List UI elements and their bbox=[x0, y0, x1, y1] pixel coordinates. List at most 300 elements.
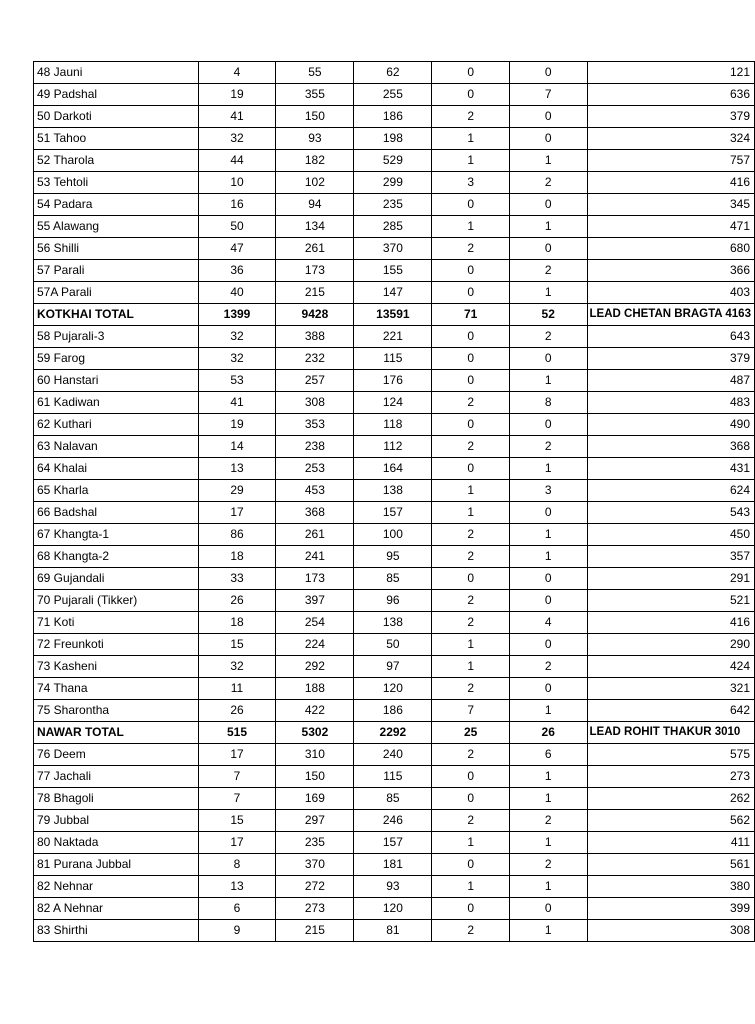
value-cell-1: 18 bbox=[198, 546, 276, 568]
table-row bbox=[34, 744, 755, 766]
total-cell: 357 bbox=[587, 546, 754, 568]
value-cell-3: 176 bbox=[354, 370, 432, 392]
total-row bbox=[34, 722, 755, 744]
value-cell-5: 0 bbox=[509, 62, 587, 84]
value-cell-5: 2 bbox=[509, 260, 587, 282]
value-cell-3: 96 bbox=[354, 590, 432, 612]
value-cell-3: 13591 bbox=[354, 304, 432, 326]
total-cell: 561 bbox=[587, 854, 754, 876]
value-cell-2: 182 bbox=[276, 150, 354, 172]
table-row bbox=[34, 216, 755, 238]
value-cell-3: 529 bbox=[354, 150, 432, 172]
table-row bbox=[34, 480, 755, 502]
value-cell-4: 2 bbox=[432, 590, 510, 612]
total-cell: 366 bbox=[587, 260, 754, 282]
total-cell: 487 bbox=[587, 370, 754, 392]
total-cell: 411 bbox=[587, 832, 754, 854]
value-cell-1: 7 bbox=[198, 788, 276, 810]
value-cell-2: 238 bbox=[276, 436, 354, 458]
value-cell-4: 1 bbox=[432, 480, 510, 502]
total-cell: 624 bbox=[587, 480, 754, 502]
value-cell-2: 93 bbox=[276, 128, 354, 150]
value-cell-1: 13 bbox=[198, 876, 276, 898]
value-cell-1: 32 bbox=[198, 326, 276, 348]
value-cell-5: 2 bbox=[509, 854, 587, 876]
booth-name-cell: 49 Padshal bbox=[34, 84, 199, 106]
value-cell-4: 1 bbox=[432, 502, 510, 524]
table-row bbox=[34, 172, 755, 194]
booth-name-cell: KOTKHAI TOTAL bbox=[34, 304, 199, 326]
value-cell-1: 53 bbox=[198, 370, 276, 392]
table-row bbox=[34, 282, 755, 304]
value-cell-1: 26 bbox=[198, 700, 276, 722]
table-row bbox=[34, 106, 755, 128]
booth-name-cell: 56 Shilli bbox=[34, 238, 199, 260]
value-cell-3: 97 bbox=[354, 656, 432, 678]
value-cell-5: 1 bbox=[509, 920, 587, 942]
table-row bbox=[34, 700, 755, 722]
value-cell-4: 1 bbox=[432, 876, 510, 898]
value-cell-5: 6 bbox=[509, 744, 587, 766]
value-cell-1: 15 bbox=[198, 634, 276, 656]
total-cell: 450 bbox=[587, 524, 754, 546]
value-cell-3: 115 bbox=[354, 348, 432, 370]
lead-cell: LEAD CHETAN BRAGTA 4163 bbox=[587, 304, 754, 326]
value-cell-1: 17 bbox=[198, 502, 276, 524]
value-cell-1: 10 bbox=[198, 172, 276, 194]
value-cell-2: 188 bbox=[276, 678, 354, 700]
value-cell-1: 29 bbox=[198, 480, 276, 502]
value-cell-3: 157 bbox=[354, 832, 432, 854]
value-cell-3: 112 bbox=[354, 436, 432, 458]
value-cell-1: 40 bbox=[198, 282, 276, 304]
booth-name-cell: 67 Khangta-1 bbox=[34, 524, 199, 546]
table-row bbox=[34, 458, 755, 480]
value-cell-3: 285 bbox=[354, 216, 432, 238]
total-cell: 368 bbox=[587, 436, 754, 458]
total-cell: 575 bbox=[587, 744, 754, 766]
total-cell: 121 bbox=[587, 62, 754, 84]
value-cell-5: 0 bbox=[509, 678, 587, 700]
value-cell-2: 273 bbox=[276, 898, 354, 920]
value-cell-4: 3 bbox=[432, 172, 510, 194]
booth-name-cell: 52 Tharola bbox=[34, 150, 199, 172]
value-cell-4: 1 bbox=[432, 656, 510, 678]
lead-cell: LEAD ROHIT THAKUR 3010 bbox=[587, 722, 754, 744]
value-cell-1: 36 bbox=[198, 260, 276, 282]
value-cell-3: 138 bbox=[354, 480, 432, 502]
value-cell-4: 25 bbox=[432, 722, 510, 744]
booth-name-cell: 63 Nalavan bbox=[34, 436, 199, 458]
table-row bbox=[34, 414, 755, 436]
value-cell-1: 13 bbox=[198, 458, 276, 480]
value-cell-2: 353 bbox=[276, 414, 354, 436]
value-cell-4: 0 bbox=[432, 348, 510, 370]
value-cell-3: 2292 bbox=[354, 722, 432, 744]
booth-name-cell: 79 Jubbal bbox=[34, 810, 199, 832]
table-row bbox=[34, 634, 755, 656]
value-cell-5: 1 bbox=[509, 788, 587, 810]
table-row bbox=[34, 810, 755, 832]
value-cell-2: 215 bbox=[276, 920, 354, 942]
value-cell-3: 100 bbox=[354, 524, 432, 546]
value-cell-2: 150 bbox=[276, 766, 354, 788]
value-cell-5: 0 bbox=[509, 414, 587, 436]
value-cell-2: 173 bbox=[276, 260, 354, 282]
booth-name-cell: 72 Freunkoti bbox=[34, 634, 199, 656]
table-row bbox=[34, 392, 755, 414]
booth-name-cell: NAWAR TOTAL bbox=[34, 722, 199, 744]
booth-name-cell: 80 Naktada bbox=[34, 832, 199, 854]
value-cell-2: 257 bbox=[276, 370, 354, 392]
value-cell-2: 292 bbox=[276, 656, 354, 678]
value-cell-3: 240 bbox=[354, 744, 432, 766]
value-cell-2: 261 bbox=[276, 524, 354, 546]
value-cell-3: 120 bbox=[354, 678, 432, 700]
table-row bbox=[34, 678, 755, 700]
value-cell-3: 138 bbox=[354, 612, 432, 634]
value-cell-4: 2 bbox=[432, 612, 510, 634]
total-cell: 291 bbox=[587, 568, 754, 590]
booth-name-cell: 51 Tahoo bbox=[34, 128, 199, 150]
results-table bbox=[33, 61, 755, 942]
total-cell: 757 bbox=[587, 150, 754, 172]
value-cell-2: 94 bbox=[276, 194, 354, 216]
total-cell: 399 bbox=[587, 898, 754, 920]
value-cell-3: 235 bbox=[354, 194, 432, 216]
table-row bbox=[34, 832, 755, 854]
value-cell-5: 3 bbox=[509, 480, 587, 502]
value-cell-2: 5302 bbox=[276, 722, 354, 744]
total-cell: 324 bbox=[587, 128, 754, 150]
value-cell-4: 0 bbox=[432, 788, 510, 810]
value-cell-2: 453 bbox=[276, 480, 354, 502]
value-cell-1: 26 bbox=[198, 590, 276, 612]
value-cell-2: 150 bbox=[276, 106, 354, 128]
value-cell-1: 14 bbox=[198, 436, 276, 458]
booth-name-cell: 59 Farog bbox=[34, 348, 199, 370]
value-cell-2: 232 bbox=[276, 348, 354, 370]
value-cell-5: 2 bbox=[509, 172, 587, 194]
value-cell-4: 2 bbox=[432, 744, 510, 766]
value-cell-4: 1 bbox=[432, 832, 510, 854]
value-cell-4: 0 bbox=[432, 414, 510, 436]
table-row bbox=[34, 194, 755, 216]
value-cell-4: 2 bbox=[432, 678, 510, 700]
value-cell-1: 19 bbox=[198, 84, 276, 106]
value-cell-5: 1 bbox=[509, 370, 587, 392]
value-cell-5: 0 bbox=[509, 194, 587, 216]
value-cell-2: 397 bbox=[276, 590, 354, 612]
total-cell: 543 bbox=[587, 502, 754, 524]
value-cell-1: 15 bbox=[198, 810, 276, 832]
value-cell-1: 1399 bbox=[198, 304, 276, 326]
value-cell-5: 0 bbox=[509, 238, 587, 260]
booth-name-cell: 75 Sharontha bbox=[34, 700, 199, 722]
table-row bbox=[34, 326, 755, 348]
table-body bbox=[34, 62, 755, 942]
value-cell-5: 0 bbox=[509, 898, 587, 920]
booth-name-cell: 69 Gujandali bbox=[34, 568, 199, 590]
booth-name-cell: 83 Shirthi bbox=[34, 920, 199, 942]
booth-name-cell: 48 Jauni bbox=[34, 62, 199, 84]
booth-name-cell: 58 Pujarali-3 bbox=[34, 326, 199, 348]
value-cell-3: 95 bbox=[354, 546, 432, 568]
value-cell-4: 2 bbox=[432, 810, 510, 832]
value-cell-5: 0 bbox=[509, 634, 587, 656]
value-cell-1: 7 bbox=[198, 766, 276, 788]
value-cell-3: 221 bbox=[354, 326, 432, 348]
value-cell-4: 0 bbox=[432, 282, 510, 304]
value-cell-1: 4 bbox=[198, 62, 276, 84]
table-row bbox=[34, 260, 755, 282]
value-cell-1: 11 bbox=[198, 678, 276, 700]
value-cell-4: 1 bbox=[432, 150, 510, 172]
booth-name-cell: 55 Alawang bbox=[34, 216, 199, 238]
value-cell-5: 2 bbox=[509, 326, 587, 348]
value-cell-3: 181 bbox=[354, 854, 432, 876]
value-cell-4: 2 bbox=[432, 524, 510, 546]
value-cell-1: 32 bbox=[198, 656, 276, 678]
value-cell-2: 355 bbox=[276, 84, 354, 106]
value-cell-5: 8 bbox=[509, 392, 587, 414]
value-cell-4: 2 bbox=[432, 436, 510, 458]
table-row bbox=[34, 524, 755, 546]
total-cell: 471 bbox=[587, 216, 754, 238]
value-cell-1: 32 bbox=[198, 128, 276, 150]
value-cell-5: 1 bbox=[509, 832, 587, 854]
total-cell: 262 bbox=[587, 788, 754, 810]
value-cell-2: 235 bbox=[276, 832, 354, 854]
value-cell-4: 1 bbox=[432, 128, 510, 150]
value-cell-3: 120 bbox=[354, 898, 432, 920]
table-row bbox=[34, 546, 755, 568]
value-cell-5: 0 bbox=[509, 128, 587, 150]
table-row bbox=[34, 436, 755, 458]
total-cell: 403 bbox=[587, 282, 754, 304]
booth-name-cell: 54 Padara bbox=[34, 194, 199, 216]
total-cell: 379 bbox=[587, 106, 754, 128]
value-cell-4: 0 bbox=[432, 62, 510, 84]
value-cell-5: 4 bbox=[509, 612, 587, 634]
value-cell-4: 0 bbox=[432, 326, 510, 348]
value-cell-5: 1 bbox=[509, 150, 587, 172]
value-cell-1: 17 bbox=[198, 832, 276, 854]
value-cell-3: 93 bbox=[354, 876, 432, 898]
value-cell-4: 0 bbox=[432, 898, 510, 920]
value-cell-5: 2 bbox=[509, 810, 587, 832]
booth-name-cell: 53 Tehtoli bbox=[34, 172, 199, 194]
value-cell-2: 388 bbox=[276, 326, 354, 348]
value-cell-2: 215 bbox=[276, 282, 354, 304]
value-cell-3: 198 bbox=[354, 128, 432, 150]
total-cell: 636 bbox=[587, 84, 754, 106]
value-cell-5: 0 bbox=[509, 106, 587, 128]
booth-name-cell: 68 Khangta-2 bbox=[34, 546, 199, 568]
value-cell-2: 102 bbox=[276, 172, 354, 194]
value-cell-3: 115 bbox=[354, 766, 432, 788]
value-cell-2: 134 bbox=[276, 216, 354, 238]
value-cell-4: 1 bbox=[432, 634, 510, 656]
value-cell-1: 17 bbox=[198, 744, 276, 766]
value-cell-3: 370 bbox=[354, 238, 432, 260]
booth-name-cell: 62 Kuthari bbox=[34, 414, 199, 436]
value-cell-5: 1 bbox=[509, 546, 587, 568]
value-cell-2: 368 bbox=[276, 502, 354, 524]
booth-name-cell: 78 Bhagoli bbox=[34, 788, 199, 810]
total-cell: 290 bbox=[587, 634, 754, 656]
value-cell-1: 18 bbox=[198, 612, 276, 634]
value-cell-5: 52 bbox=[509, 304, 587, 326]
value-cell-4: 2 bbox=[432, 392, 510, 414]
value-cell-5: 1 bbox=[509, 524, 587, 546]
value-cell-2: 173 bbox=[276, 568, 354, 590]
total-cell: 308 bbox=[587, 920, 754, 942]
value-cell-2: 254 bbox=[276, 612, 354, 634]
value-cell-3: 124 bbox=[354, 392, 432, 414]
booth-name-cell: 76 Deem bbox=[34, 744, 199, 766]
total-row bbox=[34, 304, 755, 326]
value-cell-2: 224 bbox=[276, 634, 354, 656]
value-cell-4: 0 bbox=[432, 84, 510, 106]
booth-name-cell: 61 Kadiwan bbox=[34, 392, 199, 414]
table-row bbox=[34, 502, 755, 524]
value-cell-5: 1 bbox=[509, 282, 587, 304]
total-cell: 416 bbox=[587, 172, 754, 194]
value-cell-1: 41 bbox=[198, 106, 276, 128]
total-cell: 680 bbox=[587, 238, 754, 260]
value-cell-4: 71 bbox=[432, 304, 510, 326]
booth-name-cell: 77 Jachali bbox=[34, 766, 199, 788]
value-cell-2: 310 bbox=[276, 744, 354, 766]
value-cell-5: 1 bbox=[509, 216, 587, 238]
table-row bbox=[34, 788, 755, 810]
value-cell-4: 2 bbox=[432, 238, 510, 260]
value-cell-4: 7 bbox=[432, 700, 510, 722]
value-cell-3: 50 bbox=[354, 634, 432, 656]
table-row bbox=[34, 612, 755, 634]
value-cell-5: 1 bbox=[509, 876, 587, 898]
value-cell-2: 297 bbox=[276, 810, 354, 832]
value-cell-1: 41 bbox=[198, 392, 276, 414]
total-cell: 490 bbox=[587, 414, 754, 436]
total-cell: 416 bbox=[587, 612, 754, 634]
value-cell-2: 272 bbox=[276, 876, 354, 898]
value-cell-5: 1 bbox=[509, 700, 587, 722]
value-cell-4: 0 bbox=[432, 260, 510, 282]
value-cell-3: 85 bbox=[354, 788, 432, 810]
booth-name-cell: 65 Kharla bbox=[34, 480, 199, 502]
total-cell: 521 bbox=[587, 590, 754, 612]
value-cell-3: 255 bbox=[354, 84, 432, 106]
value-cell-2: 169 bbox=[276, 788, 354, 810]
value-cell-1: 8 bbox=[198, 854, 276, 876]
value-cell-3: 85 bbox=[354, 568, 432, 590]
value-cell-4: 1 bbox=[432, 216, 510, 238]
table-row bbox=[34, 568, 755, 590]
booth-name-cell: 57A Parali bbox=[34, 282, 199, 304]
value-cell-5: 1 bbox=[509, 458, 587, 480]
value-cell-2: 241 bbox=[276, 546, 354, 568]
value-cell-2: 253 bbox=[276, 458, 354, 480]
value-cell-3: 62 bbox=[354, 62, 432, 84]
value-cell-1: 515 bbox=[198, 722, 276, 744]
table-row bbox=[34, 898, 755, 920]
booth-name-cell: 66 Badshal bbox=[34, 502, 199, 524]
value-cell-2: 55 bbox=[276, 62, 354, 84]
value-cell-1: 6 bbox=[198, 898, 276, 920]
value-cell-4: 0 bbox=[432, 194, 510, 216]
value-cell-1: 86 bbox=[198, 524, 276, 546]
value-cell-1: 44 bbox=[198, 150, 276, 172]
value-cell-4: 2 bbox=[432, 920, 510, 942]
value-cell-3: 186 bbox=[354, 106, 432, 128]
total-cell: 483 bbox=[587, 392, 754, 414]
table-row bbox=[34, 128, 755, 150]
value-cell-2: 370 bbox=[276, 854, 354, 876]
booth-name-cell: 73 Kasheni bbox=[34, 656, 199, 678]
value-cell-4: 0 bbox=[432, 458, 510, 480]
total-cell: 380 bbox=[587, 876, 754, 898]
value-cell-3: 81 bbox=[354, 920, 432, 942]
booth-name-cell: 60 Hanstari bbox=[34, 370, 199, 392]
value-cell-1: 19 bbox=[198, 414, 276, 436]
value-cell-2: 422 bbox=[276, 700, 354, 722]
value-cell-4: 0 bbox=[432, 766, 510, 788]
table-row bbox=[34, 766, 755, 788]
booth-name-cell: 82 A Nehnar bbox=[34, 898, 199, 920]
value-cell-5: 0 bbox=[509, 348, 587, 370]
booth-name-cell: 50 Darkoti bbox=[34, 106, 199, 128]
value-cell-3: 157 bbox=[354, 502, 432, 524]
booth-name-cell: 81 Purana Jubbal bbox=[34, 854, 199, 876]
value-cell-3: 299 bbox=[354, 172, 432, 194]
value-cell-3: 147 bbox=[354, 282, 432, 304]
total-cell: 345 bbox=[587, 194, 754, 216]
value-cell-4: 0 bbox=[432, 854, 510, 876]
value-cell-4: 2 bbox=[432, 546, 510, 568]
table-row bbox=[34, 854, 755, 876]
table-row bbox=[34, 238, 755, 260]
table-row bbox=[34, 62, 755, 84]
total-cell: 379 bbox=[587, 348, 754, 370]
table-row bbox=[34, 370, 755, 392]
value-cell-3: 155 bbox=[354, 260, 432, 282]
total-cell: 321 bbox=[587, 678, 754, 700]
value-cell-1: 16 bbox=[198, 194, 276, 216]
value-cell-5: 0 bbox=[509, 568, 587, 590]
value-cell-1: 33 bbox=[198, 568, 276, 590]
value-cell-1: 47 bbox=[198, 238, 276, 260]
table-row bbox=[34, 876, 755, 898]
value-cell-1: 9 bbox=[198, 920, 276, 942]
value-cell-2: 9428 bbox=[276, 304, 354, 326]
booth-name-cell: 64 Khalai bbox=[34, 458, 199, 480]
value-cell-3: 246 bbox=[354, 810, 432, 832]
total-cell: 562 bbox=[587, 810, 754, 832]
table-row bbox=[34, 84, 755, 106]
total-cell: 273 bbox=[587, 766, 754, 788]
booth-name-cell: 57 Parali bbox=[34, 260, 199, 282]
value-cell-5: 26 bbox=[509, 722, 587, 744]
value-cell-3: 118 bbox=[354, 414, 432, 436]
value-cell-2: 308 bbox=[276, 392, 354, 414]
value-cell-4: 0 bbox=[432, 370, 510, 392]
value-cell-4: 2 bbox=[432, 106, 510, 128]
booth-name-cell: 82 Nehnar bbox=[34, 876, 199, 898]
value-cell-2: 261 bbox=[276, 238, 354, 260]
total-cell: 643 bbox=[587, 326, 754, 348]
